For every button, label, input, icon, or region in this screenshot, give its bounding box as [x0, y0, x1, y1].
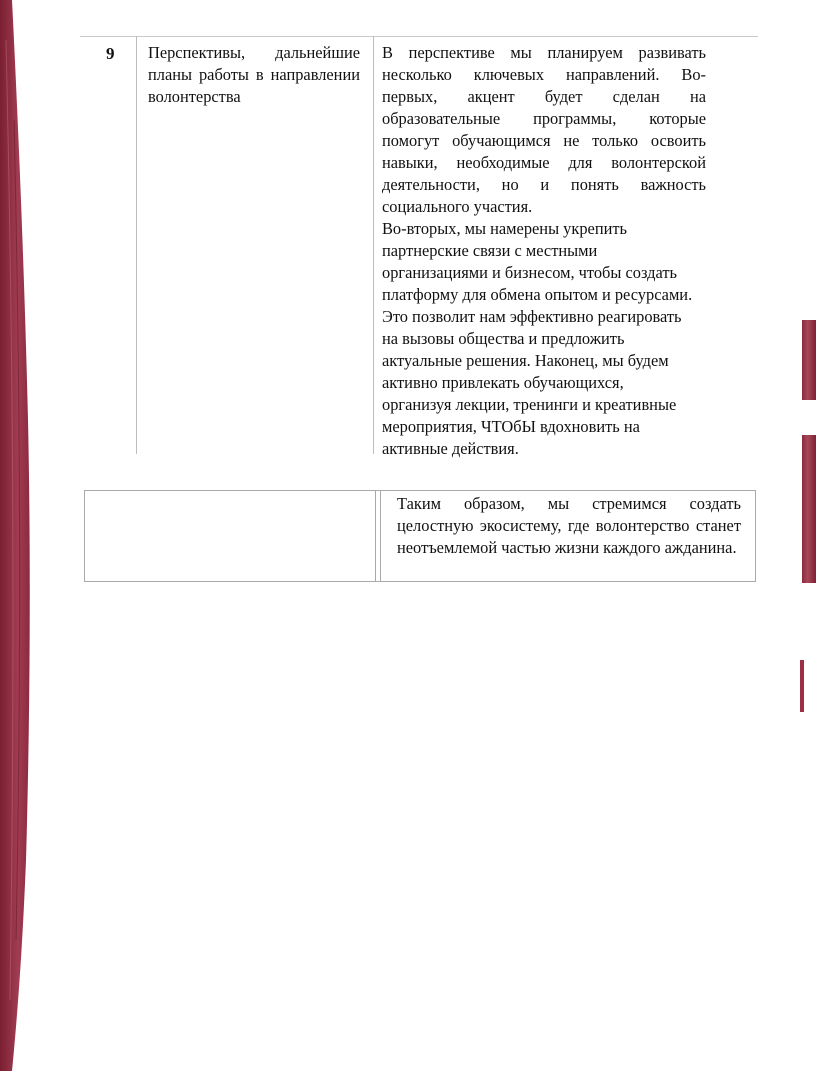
row-title: Перспективы, дальнейшие планы работы в направлении волонтерства — [148, 43, 360, 106]
text-line: активно привлекать обучающихся, — [382, 373, 624, 392]
text-line: партнерские связи с местными — [382, 241, 598, 260]
table-top-border — [80, 36, 758, 37]
table-row-continuation — [84, 490, 756, 582]
text-line: актуальные решения. Наконец, мы будем — [382, 351, 669, 370]
text-line: активные действия. — [382, 439, 519, 458]
row-number: 9 — [106, 44, 115, 63]
conclusion-text: Таким образом, мы стремимся создать целостную экосистему, где волонтерство станет неотъемлемой частью жизни каждого ажданина. — [397, 494, 741, 557]
description-paragraph-1: В перспективе мы планируем развивать несколько ключевых направлений. Во-первых, акцент будет сделан на образовательные программы, которые помогут обучающимся не только освоить навыки, необходимые для волонтерской деятельности, но и понять важность социального участия. — [382, 43, 706, 216]
text-line: Это позволит нам эффективно реагировать — [382, 307, 682, 326]
row-description — [382, 42, 752, 460]
decorative-right-line — [800, 660, 804, 712]
column-divider-b — [380, 491, 381, 581]
column-divider-1 — [136, 36, 137, 454]
column-divider-a — [375, 491, 376, 581]
text-line: Во-вторых, мы намерены укрепить — [382, 219, 627, 238]
text-line: платформу для обмена опытом и ресурсами. — [382, 285, 693, 304]
decorative-right-bar-middle — [802, 435, 816, 583]
description-paragraph-2 — [382, 218, 752, 460]
text-line: организациями и бизнесом, чтобы создать — [382, 263, 677, 282]
column-divider-2 — [373, 36, 374, 454]
decorative-right-bar-top — [802, 320, 816, 400]
decorative-page-edge — [0, 0, 40, 1071]
text-line: организуя лекции, тренинги и креативные — [382, 395, 677, 414]
text-line: на вызовы общества и предложить — [382, 329, 625, 348]
text-line: мероприятия, ЧТОбЫ вдохновить на — [382, 417, 640, 436]
table-row-9 — [80, 36, 758, 458]
